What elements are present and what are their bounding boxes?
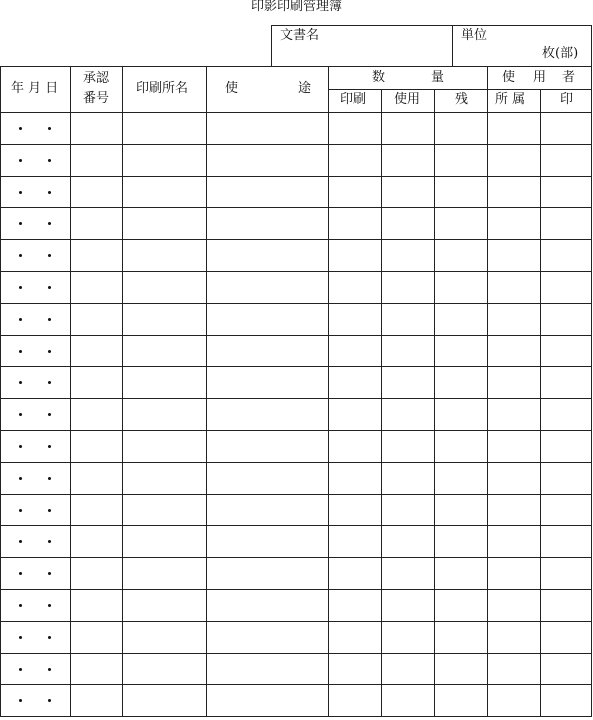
date-placeholder-dot <box>19 668 22 671</box>
date-placeholder-dot <box>48 413 51 416</box>
date-placeholder-dot <box>19 413 22 416</box>
subcolumn-line <box>540 89 541 717</box>
date-placeholder-dot <box>19 699 22 702</box>
date-placeholder-dot <box>48 222 51 225</box>
column-line <box>487 66 488 717</box>
row-line <box>0 144 592 145</box>
date-placeholder-dot <box>19 350 22 353</box>
row-line <box>0 716 592 717</box>
row-line <box>0 589 592 590</box>
date-placeholder-dot <box>48 509 51 512</box>
row-line <box>0 557 592 558</box>
row-line <box>0 525 592 526</box>
date-placeholder-dot <box>19 254 22 257</box>
date-placeholder-dot <box>48 159 51 162</box>
row-line <box>0 653 592 654</box>
date-placeholder-dot <box>48 286 51 289</box>
date-placeholder-dot <box>48 477 51 480</box>
row-line <box>0 462 592 463</box>
column-line <box>122 66 123 717</box>
date-placeholder-dot <box>48 350 51 353</box>
unit-label: 単位 <box>461 28 488 43</box>
column-line <box>0 66 1 717</box>
row-line <box>0 684 592 685</box>
date-placeholder-dot <box>19 572 22 575</box>
header-user-left: 使 <box>502 70 516 85</box>
date-placeholder-dot <box>19 381 22 384</box>
header-user-mid: 用 <box>533 70 547 85</box>
row-line <box>0 494 592 495</box>
header-date: 年 月 日 <box>11 81 59 96</box>
date-placeholder-dot <box>19 477 22 480</box>
header-bottom-line <box>0 112 592 113</box>
subcolumn-line <box>434 89 435 717</box>
row-line <box>0 366 592 367</box>
row-line <box>0 621 592 622</box>
row-line <box>0 207 592 208</box>
row-line <box>0 430 592 431</box>
date-placeholder-dot <box>19 286 22 289</box>
date-placeholder-dot <box>48 636 51 639</box>
date-placeholder-dot <box>48 254 51 257</box>
date-placeholder-dot <box>48 699 51 702</box>
row-line <box>0 271 592 272</box>
date-placeholder-dot <box>19 445 22 448</box>
header-user-right: 者 <box>562 70 576 85</box>
header-approval-line1: 承認 <box>83 71 110 86</box>
date-placeholder-dot <box>19 159 22 162</box>
row-line <box>0 335 592 336</box>
date-placeholder-dot <box>48 540 51 543</box>
column-line <box>70 66 71 717</box>
date-placeholder-dot <box>48 318 51 321</box>
column-line <box>591 66 592 717</box>
date-placeholder-dot <box>48 604 51 607</box>
header-qty-remaining: 残 <box>455 92 469 107</box>
date-placeholder-dot <box>48 668 51 671</box>
date-placeholder-dot <box>19 222 22 225</box>
date-placeholder-dot <box>48 445 51 448</box>
grid-top-border <box>0 66 592 67</box>
row-line <box>0 303 592 304</box>
docbox-top-border <box>271 25 592 26</box>
header-user-affiliation: 所 属 <box>495 92 526 107</box>
column-line <box>328 66 329 717</box>
row-line <box>0 239 592 240</box>
header-quantity-left: 数 <box>372 70 386 85</box>
date-placeholder-dot <box>48 127 51 130</box>
row-line <box>0 176 592 177</box>
date-placeholder-dot <box>19 509 22 512</box>
page-title: 印影印刷管理簿 <box>250 0 342 14</box>
date-placeholder-dot <box>19 540 22 543</box>
date-placeholder-dot <box>19 636 22 639</box>
header-qty-print: 印刷 <box>340 92 367 107</box>
date-placeholder-dot <box>19 318 22 321</box>
date-placeholder-dot <box>48 191 51 194</box>
date-placeholder-dot <box>48 381 51 384</box>
date-placeholder-dot <box>19 604 22 607</box>
date-placeholder-dot <box>48 572 51 575</box>
header-purpose-right: 途 <box>298 81 312 96</box>
subcolumn-line <box>381 89 382 717</box>
date-placeholder-dot <box>19 191 22 194</box>
date-placeholder-dot <box>19 127 22 130</box>
header-print-location: 印刷所名 <box>136 81 189 96</box>
unit-value: 枚(部) <box>542 46 579 61</box>
header-quantity-right: 量 <box>431 70 445 85</box>
docbox-right-border <box>591 25 592 67</box>
document-name-label: 文書名 <box>280 28 320 43</box>
docbox-divider <box>452 25 453 67</box>
header-purpose-left: 使 <box>225 81 239 96</box>
docbox-left-border <box>271 25 272 67</box>
column-line <box>206 66 207 717</box>
header-subrow-line <box>328 89 592 90</box>
row-line <box>0 398 592 399</box>
header-qty-used: 使用 <box>394 92 421 107</box>
header-approval-line2: 番号 <box>83 91 110 106</box>
header-user-seal: 印 <box>560 92 574 107</box>
